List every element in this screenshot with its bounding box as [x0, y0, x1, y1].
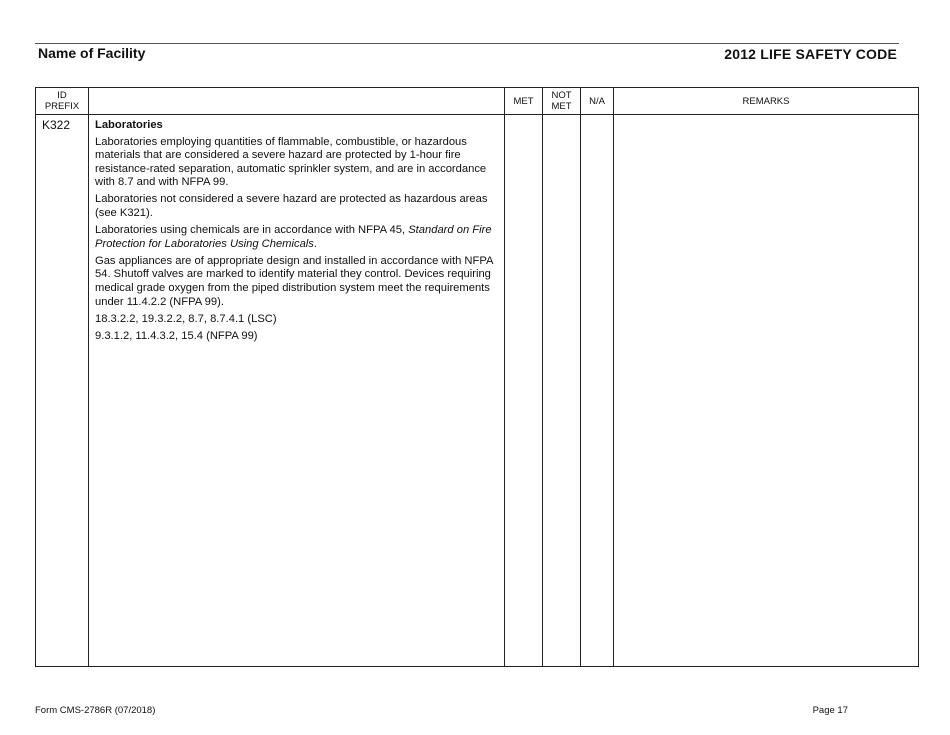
na-checkbox-cell[interactable] [581, 115, 614, 667]
not-met-header-line1: NOT [551, 90, 572, 101]
not-met-checkbox-cell[interactable] [543, 115, 581, 667]
requirement-paragraph-4: Gas appliances are of appropriate design and installed in accordance with NFPA 54. Shutoff valves are marked to identify material they control. Devices requiring medical grade oxygen from the piped distribution system meet the requirements under 11.4.2.2 (NFPA 99). [95, 254, 493, 308]
paragraph-3-period: . [313, 237, 317, 250]
requirement-title: Laboratories [95, 119, 163, 131]
nfpa99-reference: 9.3.1.2, 11.4.3.2, 15.4 (NFPA 99) [95, 329, 258, 342]
requirement-paragraph-3 [95, 224, 496, 251]
requirement-description [89, 115, 505, 667]
remarks-header: REMARKS [614, 88, 919, 115]
lsc-reference: 18.3.2.2, 19.3.2.2, 8.7, 8.7.4.1 (LSC) [95, 312, 277, 325]
met-header: MET [505, 88, 543, 115]
code-title: 2012 LIFE SAFETY CODE [724, 46, 897, 62]
requirement-paragraph-2: Laboratories not considered a severe hazard are protected as hazardous areas (see K321). [95, 193, 488, 220]
inspection-table [35, 87, 919, 667]
id-prefix-header [36, 88, 89, 115]
requirement-paragraph-1: Laboratories employing quantities of flammable, combustible, or hazardous materials that are considered a severe hazard are protected by 1-hour fire resistance-rated separation, automatic sprinkler system, and are in accordance with 8.7 and with NFPA 99. [95, 135, 487, 189]
description-header [89, 88, 505, 115]
table-row [36, 115, 919, 667]
header-divider [35, 43, 899, 44]
remarks-cell[interactable] [614, 115, 919, 667]
id-prefix-cell: K322 [36, 115, 89, 667]
page-number: Page 17 [812, 705, 848, 716]
met-checkbox-cell[interactable] [505, 115, 543, 667]
id-prefix-header-line1: ID [57, 90, 67, 101]
facility-name-label: Name of Facility [38, 45, 146, 61]
table-header-row [36, 88, 919, 115]
nfpa45-standard-title: Standard on Fire Protection for Laboratories Using Chemicals [95, 224, 492, 250]
not-met-header-line2: MET [551, 101, 572, 112]
id-prefix-header-line2: PREFIX [44, 101, 80, 112]
paragraph-3-text: Laboratories using chemicals are in accordance with NFPA 45, [95, 224, 409, 237]
na-header: N/A [581, 88, 614, 115]
not-met-header [543, 88, 581, 115]
form-number: Form CMS-2786R (07/2018) [35, 705, 156, 716]
